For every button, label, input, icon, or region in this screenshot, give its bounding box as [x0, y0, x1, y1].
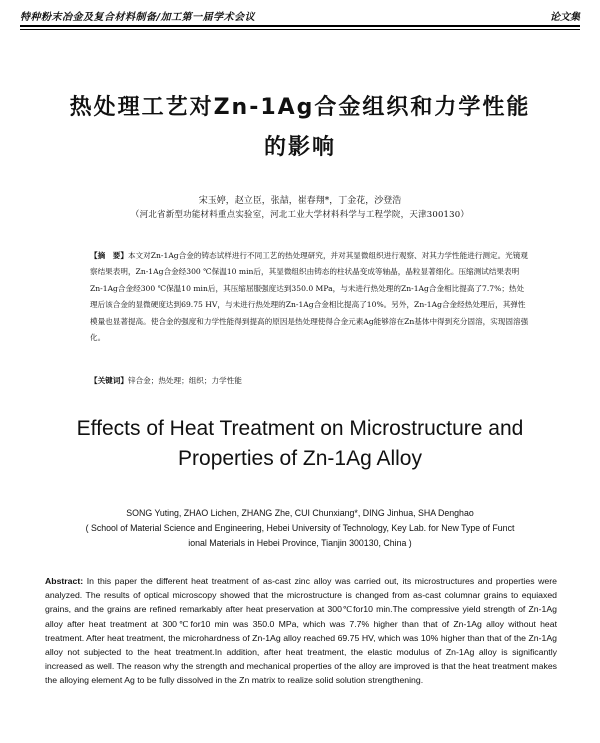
chinese-keywords	[90, 375, 530, 386]
chinese-abstract-label: 【摘 要】	[90, 251, 128, 260]
chinese-abstract	[90, 248, 530, 346]
english-abstract-text: In this paper the different heat treatment of as-cast zinc alloy was carried out, its microstructures and properties were analyzed. The results of optical microscopy showed that the microstructure is changed from as-cast columnar grains to equiaxed grains, and the grains are refined remarkably after heat preservation at 300℃for10 min.The compressive yield strength of Zn-1Ag alloy after heat treatment at 300℃for10 min was 350.0 MPa, which was 7.7% higher than that of Zn-1Ag alloy without heat treatment. After heat treatment, the microhardness of Zn-1Ag alloy reached 69.75 HV, which was 10% higher than that of the Zn-1Ag alloy not subjected to the heat treatment.In addition, after heat treatment, the elastic modulus of Zn-1Ag alloy is significantly increased as well. The reason why the strength and mechanical properties of the alloy are improved is that the heat treatment makes the alloying element Ag to be fully dissolved in the Zn matrix to realize solid solution strengthening.	[45, 576, 557, 686]
english-abstract	[45, 574, 557, 688]
english-title	[0, 414, 600, 474]
chinese-affiliation: （河北省新型功能材料重点实验室，河北工业大学材料科学与工程学院，天津300130）	[130, 210, 470, 220]
english-title-line-1: Effects of Heat Treatment on Microstructure and	[76, 417, 524, 440]
chinese-title	[0, 88, 600, 168]
chinese-authors: 宋玉婷，赵立臣，张喆，崔春翔*，丁金花，沙登浩	[198, 196, 402, 206]
running-header	[20, 6, 580, 28]
english-affiliation-line-1: ( School of Material Science and Engineering, Hebei University of Technology, Key Lab. for New Type of Funct	[85, 523, 515, 533]
chinese-title-line-2: 的影响	[263, 135, 336, 160]
english-affiliation	[40, 521, 560, 551]
chinese-keywords-text: 锌合金；热处理；组织；力学性能	[127, 376, 242, 385]
chinese-abstract-text: 本文对Zn-1Ag合金的铸态试样进行不同工艺的热处理研究，并对其显微组织进行观察、对其力学性能进行测定。光镜观察结果表明，Zn-1Ag合金经300 ℃保温10 min后，其显微组织由铸态的柱状晶变成等轴晶，晶粒显著细化。压缩测试结果表明Zn-1Ag合金经300 ℃保温10 min后，其压缩屈服强度达到350.0 MPa，与未进行热处理的Zn-1Ag合金相比提高了7.7%；热处理后该合金的显微硬度达到69.75 HV，与未进行热处理的Zn-1Ag合金相比提高了10%。另外，Zn-1Ag合金经热处理后，其弹性模量也显著提高。使合金的强度和力学性能得到提高的原因是热处理使得合金元素Ag能够溶在Zn基体中得到充分固溶，实现固溶强化。	[90, 251, 529, 343]
proceedings-label: 论文集	[550, 12, 580, 23]
header-rule-thin	[20, 29, 580, 30]
header-rule-thick	[20, 25, 580, 27]
chinese-title-line-1: 热处理工艺对Zn-1Ag合金组织和力学性能	[69, 95, 531, 120]
conference-name: 特种粉末冶金及复合材料制备/加工第一届学术会议	[20, 12, 256, 23]
english-title-line-2: Properties of Zn-1Ag Alloy	[178, 447, 422, 470]
english-authors: SONG Yuting, ZHAO Lichen, ZHANG Zhe, CUI Chunxiang*, DING Jinhua, SHA Denghao	[126, 508, 474, 518]
english-affiliation-line-2: ional Materials in Hebei Province, Tianjin 300130, China )	[188, 538, 412, 548]
chinese-keywords-label: 【关键词】	[90, 376, 128, 385]
english-abstract-label: Abstract:	[45, 576, 84, 586]
